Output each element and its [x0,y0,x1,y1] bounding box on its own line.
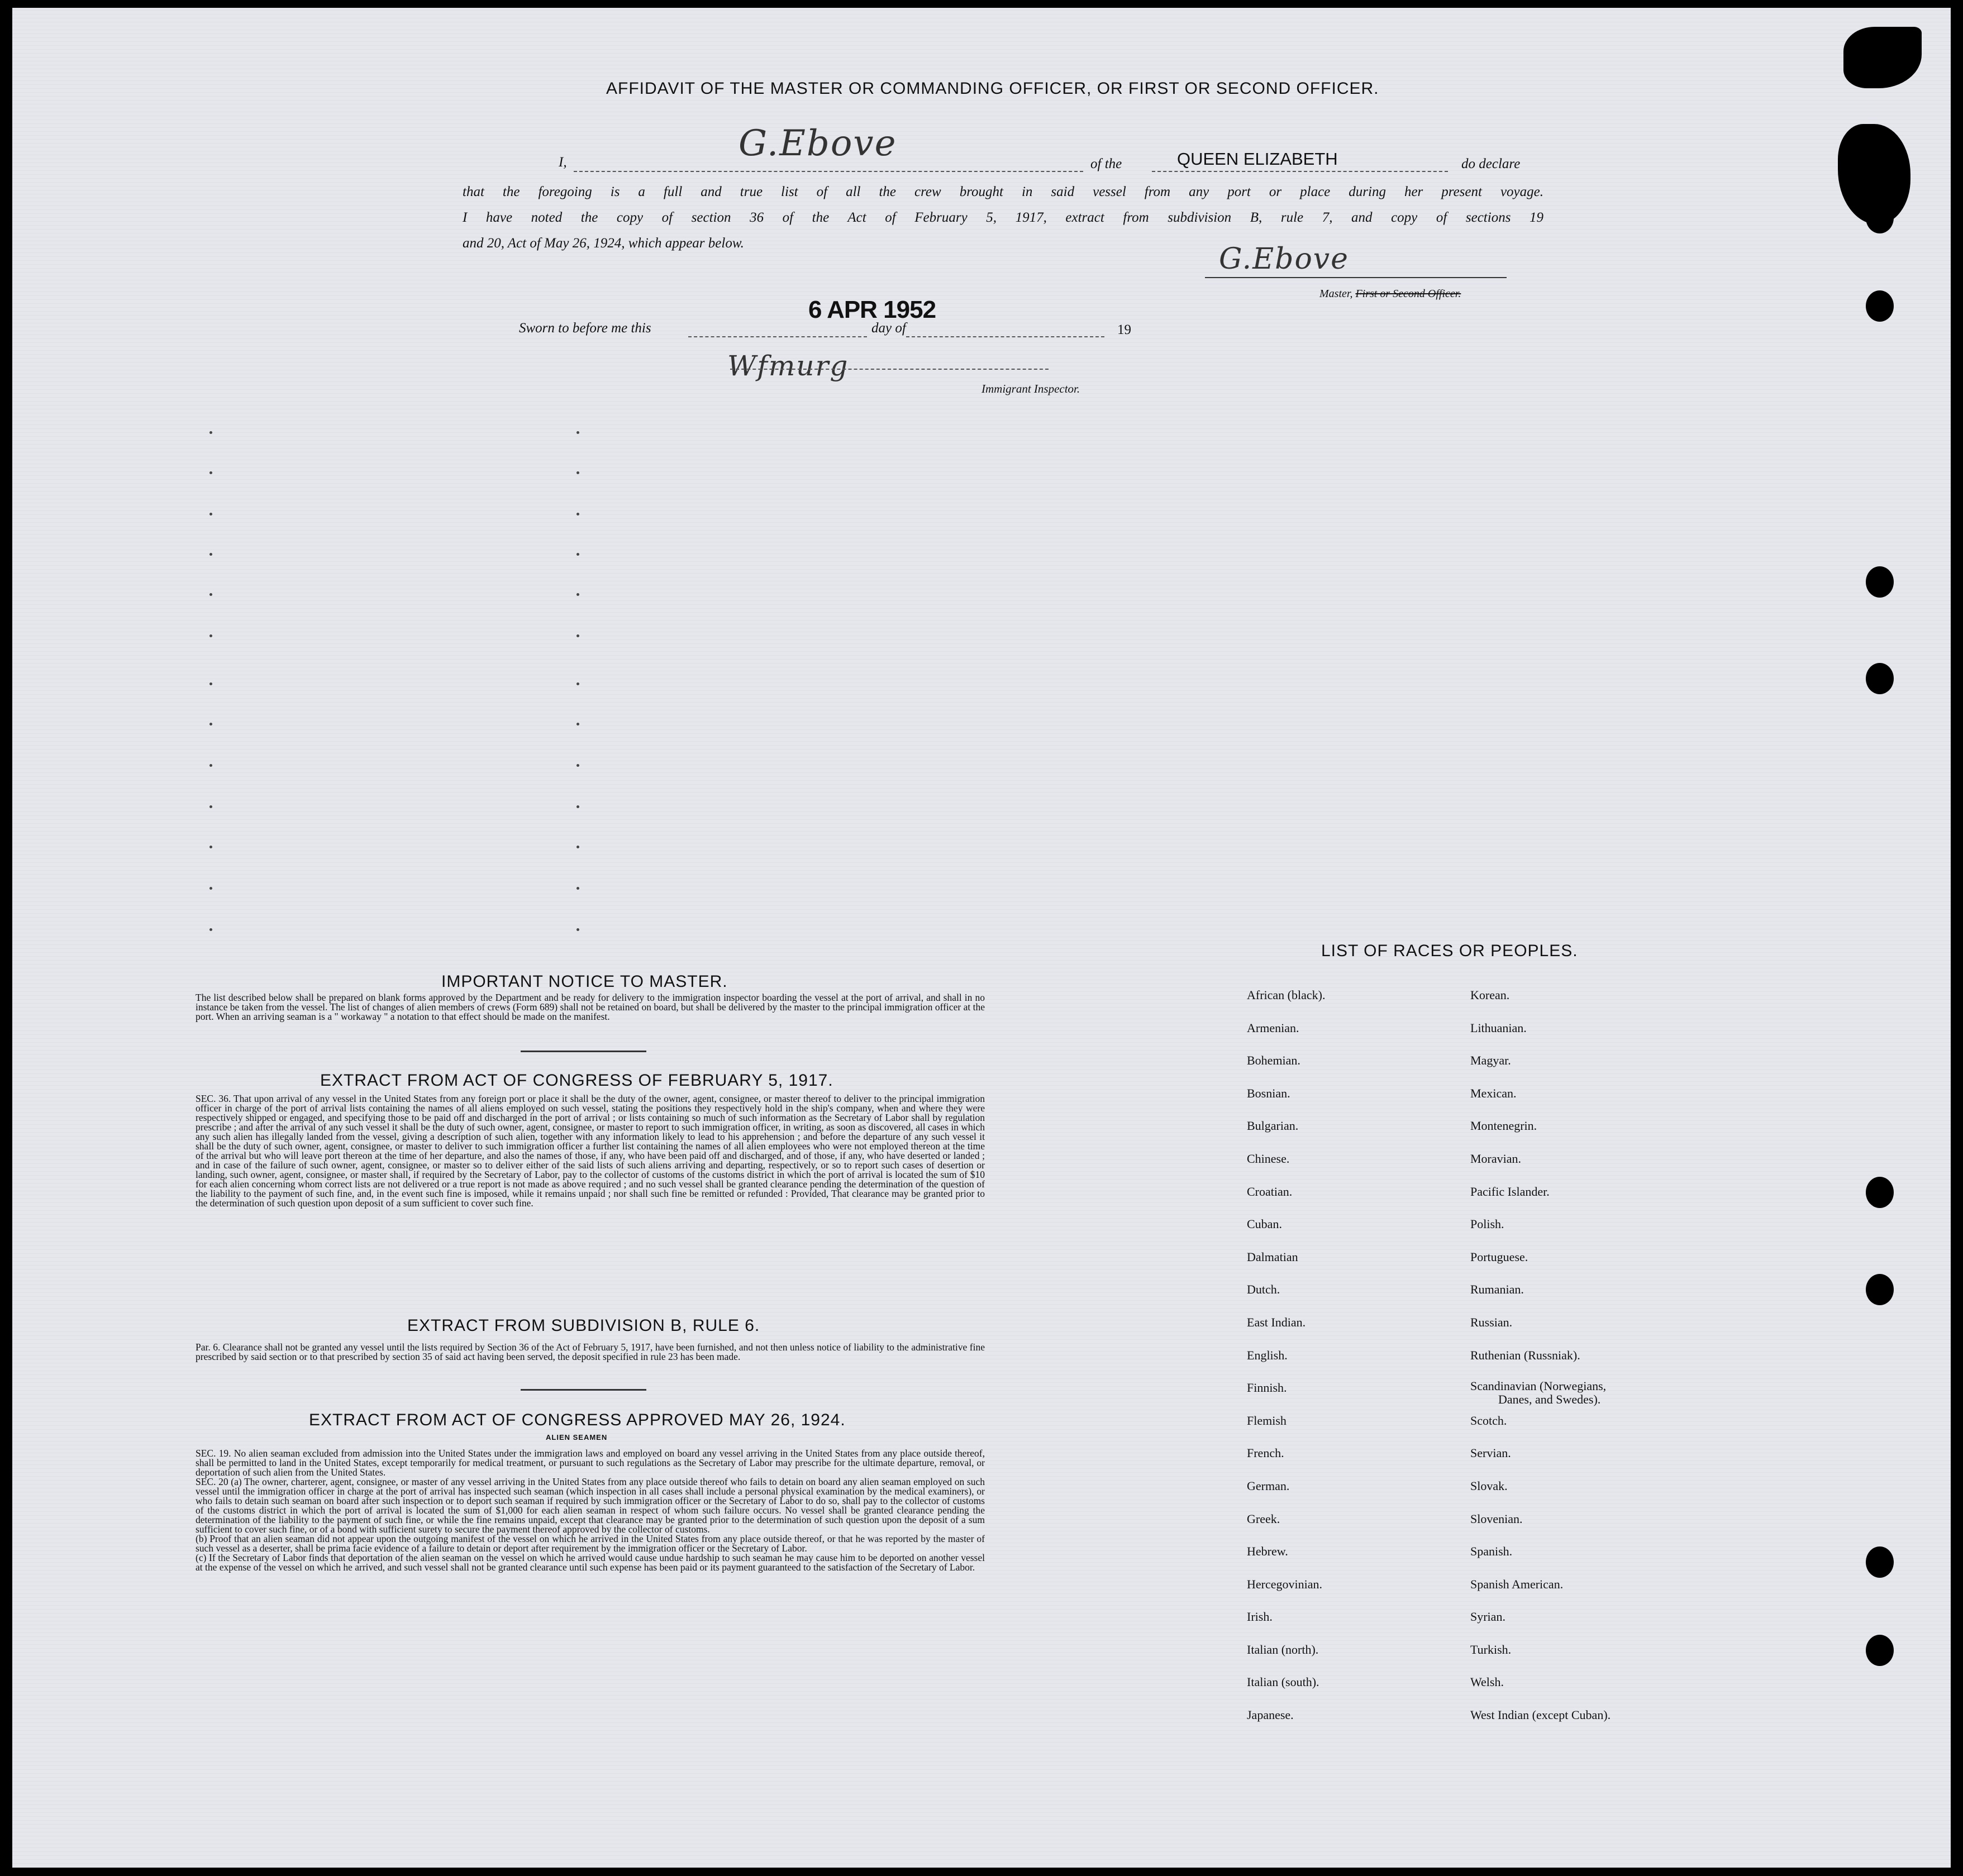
subdivision-b-text: Par. 6. Clearance shall not be granted any vessel until the lists required by Section 36 of the Act of February 5, 1917, have been furnished, and not then unless notice of liability to the administrative fine prescribed by said section or to that prescribed by section 35 of said act having been served, the deposit specified in rule 23 has been made. [196,1342,985,1362]
race-item: Italian (south). [1247,1675,1319,1689]
race-item: Japanese. [1247,1708,1294,1722]
list-dot [209,805,212,808]
affidavit-title: AFFIDAVIT OF THE MASTER OR COMMANDING OFFICER, OR FIRST OR SECOND OFFICER. [606,79,1379,98]
race-item: Bosnian. [1247,1086,1290,1100]
extract-1917-body [196,1094,985,1208]
race-item: Russian. [1470,1315,1513,1329]
list-dot [576,723,579,725]
list-dot [576,805,579,808]
list-dot [576,682,579,685]
race-item: Slovak. [1470,1478,1508,1493]
race-item: Croatian. [1247,1184,1293,1199]
list-dot [209,928,212,931]
list-dot [576,928,579,931]
punch-hole [1866,290,1894,322]
vessel-line [1152,171,1448,172]
race-item: Hebrew. [1247,1544,1288,1559]
race-item: Lithuanian. [1470,1020,1527,1035]
subdivision-b-title: EXTRACT FROM SUBDIVISION B, RULE 6. [407,1316,760,1335]
inspector-signature-line [730,369,1049,370]
inspector-caption: Immigrant Inspector. [981,382,1080,395]
race-item: Dalmatian [1247,1249,1298,1264]
sworn-month-line [906,336,1104,337]
race-item: Korean. [1470,988,1510,1002]
race-item: Magyar. [1470,1053,1511,1068]
race-item: Irish. [1247,1610,1273,1624]
race-item: Finnish. [1247,1381,1287,1395]
section-divider [521,1051,646,1052]
master-signature: G.Ebove [738,123,897,164]
race-item: Spanish. [1470,1544,1513,1559]
notice-text: The list described below shall be prepared on blank forms approved by the Department and be ready for delivery to the immigration inspector boarding the vessel at the port of arrival, and shall in no instance be taken from the vessel. The list of changes of alien members of crews (Form 689) shall not be retained on board, but shall be delivered by the master to the principal immigration officer at the port. When an arriving seaman is a " workaway " a notation to that effect should be made on the manifest. [196,992,985,1022]
list-dot [209,846,212,848]
list-dot [209,431,212,434]
day-of-label: day of [871,321,906,336]
race-item: Armenian. [1247,1020,1299,1035]
extract-1924-title: EXTRACT FROM ACT OF CONGRESS APPROVED MAY 26, 1924. [309,1411,846,1429]
list-dot [209,634,212,637]
extract-1924-body [196,1449,985,1572]
sec20c-text: (c) If the Secretary of Labor finds that deportation of the alien seaman on the vessel on which he arrived would cause undue hardship to such seaman he may cause him to be deported on another vessel at the expense of the vessel on which he arrived, and such vessel shall not be granted clearance until such expense has been paid or its payment guaranteed to the satisfaction of the Secretary of Labor. [196,1552,985,1573]
list-dot [576,764,579,767]
punch-hole [1866,1546,1894,1578]
punch-hole [1866,1274,1894,1305]
date-stamp: 6 APR 1952 [808,296,936,323]
race-item: German. [1247,1478,1290,1493]
of-the-label: of the [1090,156,1122,171]
master-caption-prefix: Master, [1319,288,1353,300]
race-item: African (black). [1247,988,1326,1002]
sworn-day-line [688,336,867,337]
affidavit-line-2: that the foregoing is a full and true list of all the crew brought in said vessel from any port or place during her present voyage. [463,184,1543,199]
race-item: Portuguese. [1470,1249,1528,1264]
affidavit-line-3: I have noted the copy of section 36 of the Act of February 5, 1917, extract from subdivision B, rule 7, and copy of sections 19 [463,210,1543,225]
punch-hole [1866,1177,1894,1208]
list-dot [209,471,212,474]
sec20a-text: SEC. 20 (a) The owner, charterer, agent, consignee, or master of any vessel arriving in the United States from any place outside thereof who fails to detain on board any alien seaman employed on such vessel until the immigration officer in charge at the port of arrival has inspected such seaman (which inspection in all cases shall include a personal physical examination by the medical examiners), or who fails to detain such seaman on board after such inspection or to deport such seaman if required by such immigration officer or the Secretary of Labor to do so, shall pay to the collector of customs of the customs district in which the port of arrival is located the sum of $1,000 for each alien seaman in respect of whom such failure occurs. No vessel shall be granted clearance pending the determination of the liability to the payment of such fine, or while the fine remains unpaid, except that clearance may be granted prior to the determination of such question upon the deposit of a sum sufficient to cover such fine, or of a bond with sufficient surety to secure the payment thereof approved by the collector of customs. [196,1476,985,1535]
master-signature-line [1205,277,1507,278]
races-column-2 [1470,987,1611,1740]
list-dot [209,887,212,890]
race-item: Servian. [1470,1446,1511,1460]
punch-hole [1866,566,1894,598]
punch-hole [1866,663,1894,694]
master-name-line [574,171,1083,172]
race-item: Cuban. [1247,1217,1282,1231]
race-item: Chinese. [1247,1151,1290,1166]
list-dot [576,887,579,890]
race-item: Greek. [1247,1511,1280,1526]
race-item: Rumanian. [1470,1282,1524,1297]
sec20b-text: (b) Proof that an alien seaman did not appear upon the outgoing manifest of the vessel on which he arrived in the United States from any place outside thereof, or that he was reported by the master of such vessel as a deserter, shall be prima facie evidence of a failure to detain or deport after requirement by the immigration officer or the Secretary of Labor. [196,1533,985,1554]
race-item: Polish. [1470,1217,1504,1231]
document-page [12,8,1951,1868]
list-dot [209,593,212,596]
race-item-continuation: Danes, and Swedes). [1498,1392,1601,1407]
list-dot [576,513,579,515]
race-item-text: Scandinavian (Norwegians, [1470,1379,1607,1393]
list-dot [209,513,212,515]
races-column-1 [1247,987,1325,1740]
list-dot [209,764,212,767]
race-item: Italian (north). [1247,1642,1319,1657]
affidavit-word-i: I, [559,155,567,170]
race-item: English. [1247,1348,1288,1362]
races-title: LIST OF RACES OR PEOPLES. [1321,942,1578,960]
race-item: Flemish [1247,1413,1287,1428]
list-dot [209,682,212,685]
subdivision-b-body [196,1343,985,1362]
race-item: Mexican. [1470,1086,1517,1100]
list-dot [576,634,579,637]
race-item: Moravian. [1470,1151,1522,1166]
list-dot [209,723,212,725]
race-item: West Indian (except Cuban). [1470,1708,1611,1722]
master-signature-2: G.Ebove [1219,242,1349,276]
list-dot [576,846,579,848]
notice-title: IMPORTANT NOTICE TO MASTER. [441,972,728,991]
do-declare-label: do declare [1461,156,1521,171]
list-dot [576,431,579,434]
race-item: Bohemian. [1247,1053,1300,1068]
section-divider [521,1389,646,1391]
race-item [1470,1379,1611,1412]
master-caption-struck: First or Second Officer. [1355,288,1461,300]
affidavit-line-4: and 20, Act of May 26, 1924, which appear below. [463,236,744,251]
race-item: Dutch. [1247,1282,1280,1297]
extract-1917-title: EXTRACT FROM ACT OF CONGRESS OF FEBRUARY 5, 1917. [320,1071,833,1090]
punch-hole [1866,1635,1894,1666]
sworn-label: Sworn to before me this [519,321,651,336]
race-item: Slovenian. [1470,1511,1523,1526]
alien-seamen-subtitle: ALIEN SEAMEN [546,1433,608,1441]
race-item: Spanish American. [1470,1577,1564,1591]
sworn-year-prefix: 19 [1117,322,1131,337]
race-item: Bulgarian. [1247,1119,1299,1133]
race-item: Turkish. [1470,1642,1512,1657]
list-dot [209,553,212,556]
race-item: East Indian. [1247,1315,1306,1329]
list-dot [576,471,579,474]
list-dot [576,593,579,596]
vessel-name: QUEEN ELIZABETH [1177,149,1338,169]
sec19-text: SEC. 19. No alien seaman excluded from admission into the United States under the immigration laws and employed on board any vessel arriving in the United States from any place outside thereof, shall be permitted to land in the United States, except temporarily for medical treatment, or pursuant to such regulations as the Secretary of Labor may prescribe for the ultimate departure, removal, or deportation of such alien from the United States. [196,1448,985,1478]
race-item: Syrian. [1470,1610,1505,1624]
race-item: Pacific Islander. [1470,1184,1550,1199]
race-item: Hercegovinian. [1247,1577,1322,1591]
race-item: French. [1247,1446,1284,1460]
notice-body [196,993,985,1021]
race-item: Ruthenian (Russniak). [1470,1348,1580,1362]
list-dot [576,553,579,556]
race-item: Welsh. [1470,1675,1504,1689]
race-item: Montenegrin. [1470,1119,1537,1133]
master-caption [1319,288,1461,300]
inspector-signature: Wfmurg [727,350,849,382]
race-item: Scotch. [1470,1413,1507,1428]
extract-1917-text: SEC. 36. That upon arrival of any vessel in the United States from any foreign port or place it shall be the duty of the owner, agent, consignee, or master thereof to deliver to the principal immigration officer in charge of the port of arrival lists containing the names of all aliens employed on such vessel, stating the positions they respectively hold in the ship's company, when and where they were respectively shipped or engaged, and specifying those to be paid off and discharged in the port of arrival ; or lists containing so much of such information as the Secretary of Labor shall by regulation prescribe ; and after the arrival of any such vessel it shall be the duty of such owner, agent, consignee, or master to report to such immigration officer, in writing, as soon as discovered, all cases in which any such alien has illegally landed from the vessel, giving a description of such alien, together with any information likely to lead to his apprehension ; and before the departure of any such vessel it shall be the duty of such owner, agent, consignee, or master to deliver to such immigration officer a further list containing the names of all alien employees who were not employed thereon at the time of the arrival but who will leave port thereon at the time of her departure, and also the names of those, if any, who have been paid off and discharged, and of those, if any, who have deserted or landed ; and in case of the failure of such owner, agent, consignee, or master so to deliver either of the said lists of such aliens arriving and departing, respectively, or so to report such cases of desertion or landing, such owner, agent, consignee, or master shall, if required by the Secretary of Labor, pay to the collector of customs of the customs district in which the port of arrival is located the sum of $10 for each alien concerning whom correct lists are not delivered or a true report is not made as above required ; and no such vessel shall be granted clearance pending the determination of the question of the liability to the payment of such fine, and, in the event such fine is imposed, while it remains unpaid ; nor shall such fine be remitted or refunded : Provided, That clearance may be granted prior to the determination of such question upon deposit of a sum sufficient to cover such fine. [196,1093,985,1209]
